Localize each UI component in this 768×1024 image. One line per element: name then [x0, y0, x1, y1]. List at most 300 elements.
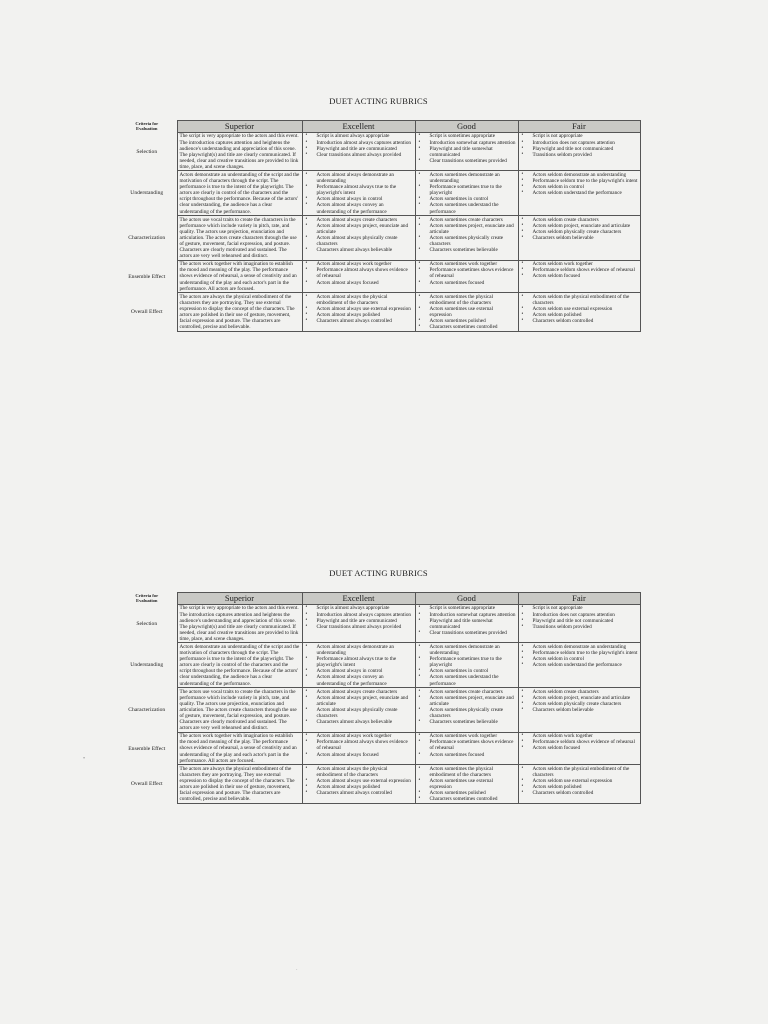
bullet-icon: •	[521, 178, 524, 184]
fair-bullet-list	[521, 766, 638, 796]
level-header-row	[117, 121, 640, 133]
excellent-bullet-list	[305, 605, 413, 629]
bullet-item	[305, 280, 413, 286]
bullet-item	[305, 656, 413, 668]
fair-bullet-list	[521, 217, 638, 241]
bullet-text: Actors seldom use external expression	[532, 305, 613, 312]
bullet-text: Characters seldom controlled	[532, 318, 594, 325]
bullet-item	[418, 766, 516, 778]
bullet-icon: •	[418, 605, 421, 611]
bullet-text: Clear transitions almost always provided	[316, 623, 402, 630]
bullet-text: Playwright and title are communicated	[316, 145, 397, 152]
bullet-text: Transitions seldom provided	[532, 623, 592, 630]
bullet-icon: •	[305, 706, 308, 712]
bullet-text: Introduction almost always captures attention	[316, 611, 412, 618]
page-speck: ·	[296, 968, 298, 973]
bullet-item	[418, 656, 516, 668]
rubric-row	[117, 765, 640, 804]
bullet-text: Script is not appropriate	[532, 133, 583, 140]
fair-cell	[518, 293, 640, 332]
bullet-item	[305, 247, 413, 253]
fair-cell	[518, 132, 640, 171]
bullet-item	[305, 267, 413, 279]
superior-description: The actors are always the physical embodiment of the characters they are portraying. They use external expression to display the concept of the characters. The actors are polished in their use of gesture, movement, facial expression and posture. The characters are controlled, precise and believable.	[177, 765, 302, 804]
bullet-text: Actors almost always work together	[316, 733, 392, 740]
bullet-text: Characters seldom believable	[532, 706, 594, 713]
good-bullet-list	[418, 217, 516, 254]
document-title: DUET ACTING RUBRICS	[329, 96, 428, 106]
bullet-text: Actors seldom in control	[532, 184, 584, 191]
bullet-text: Actors almost always in control	[316, 668, 383, 675]
level-good: Good	[415, 121, 518, 133]
bullet-icon: •	[418, 318, 421, 324]
bullet-text: Script is sometimes appropriate	[429, 605, 496, 612]
bullet-icon: •	[521, 228, 524, 234]
rubric-row	[117, 293, 640, 332]
bullet-text: Transitions seldom provided	[532, 151, 592, 158]
good-bullet-list	[418, 689, 516, 726]
criterion-label: Overall Effect	[130, 309, 163, 316]
bullet-icon: •	[418, 790, 421, 796]
bullet-icon: •	[418, 694, 421, 700]
bullet-text: Performance almost always shows evidence of rehearsal	[316, 739, 408, 752]
bullet-icon: •	[305, 151, 308, 157]
bullet-text: Actors almost always demonstrate an understanding	[316, 643, 395, 657]
bullet-icon: •	[521, 267, 524, 273]
bullet-item	[418, 739, 516, 751]
bullet-icon: •	[305, 765, 308, 771]
bullet-text: Actors almost always create characters	[316, 688, 398, 695]
bullet-icon: •	[305, 267, 308, 273]
bullet-item	[418, 223, 516, 235]
criterion-label: Understanding	[130, 662, 164, 669]
bullet-text: Actors seldom understand the performance	[532, 190, 622, 197]
bullet-item	[521, 790, 638, 796]
bullet-text: Performance almost always true to the playwright's intent	[316, 656, 397, 669]
fair-cell	[518, 604, 640, 643]
good-cell	[415, 216, 518, 261]
bullet-icon: •	[418, 324, 421, 330]
bullet-icon: •	[521, 688, 524, 694]
bullet-icon: •	[305, 777, 308, 783]
fair-bullet-list	[521, 261, 638, 279]
bullet-text: Actors seldom physically create characters	[532, 700, 622, 707]
bullet-item	[418, 294, 516, 306]
bullet-text: Clear transitions sometimes provided	[429, 157, 507, 164]
excellent-cell	[302, 132, 415, 171]
criterion-label: Ensemble Effect	[128, 273, 166, 280]
bullet-text: Actors almost always in control	[316, 196, 383, 203]
bullet-icon: •	[521, 312, 524, 318]
good-cell	[415, 604, 518, 643]
bullet-text: Actors sometimes understand the performance	[429, 674, 499, 687]
good-cell	[415, 132, 518, 171]
bullet-icon: •	[418, 796, 421, 802]
bullet-text: Script is almost always appropriate	[316, 605, 390, 612]
bullet-text: Actors almost always convey an understanding of the performance	[316, 674, 387, 687]
bullet-icon: •	[305, 202, 308, 208]
excellent-cell	[302, 216, 415, 261]
bullet-icon: •	[418, 145, 421, 151]
bullet-item	[418, 618, 516, 630]
bullet-icon: •	[521, 745, 524, 751]
bullet-item	[305, 184, 413, 196]
excellent-bullet-list	[305, 217, 413, 254]
bullet-text: Performance sometimes true to the playwright	[429, 656, 502, 669]
bullet-item	[418, 235, 516, 247]
bullet-text: Actors sometimes physically create characters	[429, 234, 504, 247]
excellent-cell	[302, 293, 415, 332]
bullet-icon: •	[305, 688, 308, 694]
bullet-text: Actors almost always convey an understanding of the performance	[316, 202, 387, 215]
bullet-icon: •	[305, 293, 308, 299]
bullet-icon: •	[418, 133, 421, 139]
superior-description: The actors are always the physical embodiment of the characters they are portraying. They use external expression to display the concept of the characters. The actors are polished in their use of gesture, movement, facial expression and posture. The characters are controlled, precise and believable.	[177, 293, 302, 332]
bullet-item	[305, 294, 413, 306]
bullet-icon: •	[418, 202, 421, 208]
bullet-icon: •	[305, 751, 308, 757]
bullet-text: Clear transitions almost always provided	[316, 151, 402, 158]
bullet-item	[305, 202, 413, 214]
bullet-text: Actors seldom the physical embodiment of the characters	[532, 293, 630, 306]
bullet-item	[418, 280, 516, 286]
fair-bullet-list	[521, 605, 638, 629]
bullet-text: Characters sometimes believable	[429, 247, 498, 254]
bullet-icon: •	[521, 662, 524, 668]
bullet-text: Introduction does not captures attention	[532, 611, 615, 618]
fair-bullet-list	[521, 644, 638, 668]
good-cell	[415, 643, 518, 688]
bullet-icon: •	[521, 765, 524, 771]
rubric-row	[117, 171, 640, 216]
bullet-icon: •	[305, 623, 308, 629]
bullet-icon: •	[418, 247, 421, 253]
bullet-item	[418, 707, 516, 719]
bullet-text: Playwright and title not communicated	[532, 145, 614, 152]
bullet-text: Characters seldom controlled	[532, 790, 594, 797]
bullet-text: Actors sometimes the physical embodiment of the characters	[429, 293, 494, 306]
excellent-bullet-list	[305, 644, 413, 687]
bullet-icon: •	[418, 611, 421, 617]
excellent-cell	[302, 765, 415, 804]
bullet-icon: •	[305, 733, 308, 739]
bullet-icon: •	[521, 656, 524, 662]
bullet-item	[305, 739, 413, 751]
bullet-icon: •	[521, 171, 524, 177]
bullet-text: Performance seldom shows evidence of rehearsal	[532, 739, 635, 746]
bullet-text: Actors sometimes demonstrate an understanding	[429, 171, 500, 185]
superior-description: Actors demonstrate an understanding of the script and the motivation of characters through the script. The performance is true to the intent of the playwright. The actors are clearly in control of the characters and the script throughout the performance. Because of the actors' clear understanding, the audience has a clear understanding of the performance.	[177, 643, 302, 688]
bullet-text: Actors sometimes polished	[429, 790, 486, 797]
bullet-text: Actors sometimes understand the performance	[429, 202, 499, 215]
bullet-icon: •	[305, 139, 308, 145]
level-excellent: Excellent	[302, 121, 415, 133]
bullet-text: Actors sometimes use external expression	[429, 777, 494, 791]
bullet-icon: •	[418, 184, 421, 190]
bullet-icon: •	[521, 694, 524, 700]
bullet-icon: •	[305, 247, 308, 253]
bullet-text: Actors seldom work together	[532, 733, 593, 740]
level-fair: Fair	[518, 121, 640, 133]
bullet-item	[521, 152, 638, 158]
bullet-item	[305, 152, 413, 158]
criteria-label	[117, 593, 177, 605]
excellent-cell	[302, 643, 415, 688]
bullet-text: Actors almost always physically create characters	[316, 234, 398, 247]
superior-description: The actors use vocal traits to create the characters in the performance which include variety in pitch, rate, and quality. The actors use projection, enunciation and articulation. The actors create characters through the use of gesture, movement, facial expression, and posture. Characters are clearly motivated and sustained. The actors are very well rehearsed and distinct.	[177, 216, 302, 261]
bullet-item	[305, 752, 413, 758]
excellent-cell	[302, 260, 415, 292]
bullet-icon: •	[521, 784, 524, 790]
rubric-table	[117, 120, 641, 332]
bullet-item	[418, 184, 516, 196]
good-bullet-list	[418, 294, 516, 331]
bullet-icon: •	[305, 145, 308, 151]
bullet-item	[418, 644, 516, 656]
bullet-item	[305, 624, 413, 630]
excellent-cell	[302, 171, 415, 216]
bullet-icon: •	[305, 216, 308, 222]
bullet-text: Actors almost always physically create characters	[316, 706, 398, 719]
bullet-icon: •	[418, 777, 421, 783]
bullet-icon: •	[418, 617, 421, 623]
bullet-item	[521, 766, 638, 778]
bullet-icon: •	[521, 706, 524, 712]
bullet-icon: •	[305, 674, 308, 680]
bullet-icon: •	[521, 234, 524, 240]
bullet-icon: •	[418, 733, 421, 739]
bullet-text: Performance sometimes shows evidence of rehearsal	[429, 267, 514, 280]
bullet-text: Actors almost always create characters	[316, 216, 398, 223]
bullet-text: Actors sometimes project, enunciate and articulate	[429, 694, 514, 707]
rubric-row	[117, 216, 640, 261]
criterion-label: Selection	[136, 148, 158, 155]
bullet-text: Actors sometimes work together	[429, 261, 498, 268]
bullet-text: Actors almost always project, enunciate and articulate	[316, 694, 409, 707]
bullet-text: Introduction almost always captures attention	[316, 139, 412, 146]
good-bullet-list	[418, 605, 516, 635]
bullet-icon: •	[521, 611, 524, 617]
bullet-item	[305, 172, 413, 184]
bullet-icon: •	[418, 234, 421, 240]
bullet-text: Introduction somewhat captures attention	[429, 611, 516, 618]
rubric-row	[117, 732, 640, 764]
bullet-icon: •	[418, 668, 421, 674]
bullet-text: Characters seldom believable	[532, 234, 594, 241]
excellent-bullet-list	[305, 689, 413, 726]
bullet-icon: •	[418, 765, 421, 771]
excellent-cell	[302, 688, 415, 733]
fair-cell	[518, 216, 640, 261]
bullet-item	[521, 294, 638, 306]
bullet-icon: •	[305, 719, 308, 725]
bullet-icon: •	[521, 318, 524, 324]
fair-bullet-list	[521, 294, 638, 324]
bullet-icon: •	[521, 261, 524, 267]
bullet-text: Actors sometimes focused	[429, 751, 485, 758]
fair-cell	[518, 260, 640, 292]
bullet-text: Actors seldom demonstrate an understanding	[532, 643, 627, 650]
bullet-icon: •	[305, 611, 308, 617]
bullet-text: Actors almost always the physical embodiment of the characters	[316, 765, 388, 778]
bullet-item	[418, 267, 516, 279]
superior-description: The actors work together with imagination to establish the mood and meaning of the play. The performance shows evidence of rehearsal, a sense of creativity and an understanding of the play and each actor's part in the performance. All actors are focused.	[177, 260, 302, 292]
bullet-text: Playwright and title somewhat communicated	[429, 617, 493, 630]
bullet-item	[305, 707, 413, 719]
rubric-row	[117, 604, 640, 643]
bullet-item	[418, 695, 516, 707]
bullet-icon: •	[418, 305, 421, 311]
excellent-cell	[302, 732, 415, 764]
bullet-icon: •	[521, 145, 524, 151]
bullet-icon: •	[418, 293, 421, 299]
bullet-icon: •	[305, 790, 308, 796]
bullet-item	[305, 235, 413, 247]
bullet-item	[521, 235, 638, 241]
bullet-icon: •	[418, 706, 421, 712]
good-cell	[415, 765, 518, 804]
criterion-label: Ensemble Effect	[128, 745, 166, 752]
bullet-icon: •	[305, 739, 308, 745]
bullet-icon: •	[521, 617, 524, 623]
level-header-row	[117, 593, 640, 605]
bullet-text: Actors sometimes demonstrate an understanding	[429, 643, 500, 657]
bullet-text: Performance sometimes true to the playwright	[429, 184, 502, 197]
bullet-icon: •	[305, 668, 308, 674]
bullet-text: Characters almost always controlled	[316, 790, 392, 797]
bullet-item	[418, 796, 516, 802]
bullet-icon: •	[418, 171, 421, 177]
bullet-text: Actors almost always polished	[316, 312, 381, 319]
bullet-text: Actors seldom the physical embodiment of the characters	[532, 765, 630, 778]
bullet-text: Actors seldom demonstrate an understanding	[532, 171, 627, 178]
criteria-label-line: Criteria for	[135, 593, 159, 598]
bullet-text: Actors sometimes create characters	[429, 216, 503, 223]
bullet-icon: •	[305, 617, 308, 623]
bullet-item	[305, 790, 413, 796]
bullet-item	[521, 662, 638, 668]
bullet-icon: •	[418, 261, 421, 267]
criteria-label	[117, 121, 177, 133]
bullet-text: Performance seldom true to the playwright's intent	[532, 650, 638, 657]
bullet-icon: •	[305, 261, 308, 267]
rubric-row	[117, 132, 640, 171]
bullet-text: Actors seldom focused	[532, 273, 581, 280]
bullet-icon: •	[305, 222, 308, 228]
bullet-icon: •	[418, 688, 421, 694]
bullet-item	[521, 707, 638, 713]
level-superior: Superior	[177, 593, 302, 605]
bullet-icon: •	[418, 279, 421, 285]
excellent-bullet-list	[305, 172, 413, 215]
bullet-item	[305, 644, 413, 656]
bullet-icon: •	[521, 650, 524, 656]
bullet-text: Script is almost always appropriate	[316, 133, 390, 140]
bullet-text: Performance seldom true to the playwright's intent	[532, 178, 638, 185]
bullet-text: Performance almost always true to the playwright's intent	[316, 184, 397, 197]
bullet-item	[521, 624, 638, 630]
fair-cell	[518, 732, 640, 764]
bullet-text: Characters sometimes controlled	[429, 324, 498, 331]
bullet-text: Actors seldom create characters	[532, 688, 599, 695]
bullet-text: Actors sometimes in control	[429, 196, 489, 203]
bullet-text: Playwright and title are communicated	[316, 617, 397, 624]
bullet-icon: •	[418, 674, 421, 680]
bullet-icon: •	[305, 279, 308, 285]
bullet-text: Characters almost always controlled	[316, 318, 392, 325]
rubric-row	[117, 688, 640, 733]
bullet-icon: •	[418, 656, 421, 662]
criteria-label-line: Criteria for	[135, 121, 159, 126]
bullet-icon: •	[305, 784, 308, 790]
bullet-text: Actors seldom work together	[532, 261, 593, 268]
fair-cell	[518, 171, 640, 216]
bullet-item	[418, 719, 516, 725]
bullet-text: Script is sometimes appropriate	[429, 133, 496, 140]
bullet-icon: •	[305, 196, 308, 202]
bullet-icon: •	[521, 184, 524, 190]
bullet-text: Actors almost always project, enunciate and articulate	[316, 222, 409, 235]
bullet-icon: •	[521, 739, 524, 745]
criterion-label: Selection	[136, 620, 158, 627]
rubric-sheet-2	[117, 568, 640, 804]
bullet-icon: •	[521, 733, 524, 739]
good-bullet-list	[418, 261, 516, 285]
bullet-item	[521, 745, 638, 751]
bullet-icon: •	[521, 305, 524, 311]
bullet-item	[418, 324, 516, 330]
bullet-item	[418, 247, 516, 253]
bullet-text: Actors almost always focused	[316, 751, 379, 758]
good-cell	[415, 732, 518, 764]
bullet-text: Clear transitions sometimes provided	[429, 629, 507, 636]
bullet-text: Actors seldom polished	[532, 312, 582, 319]
level-good: Good	[415, 593, 518, 605]
good-bullet-list	[418, 733, 516, 757]
fair-bullet-list	[521, 689, 638, 713]
excellent-bullet-list	[305, 294, 413, 324]
criteria-label-line: Evaluation	[136, 126, 158, 132]
bullet-icon: •	[521, 139, 524, 145]
bullet-text: Actors sometimes physically create characters	[429, 706, 504, 719]
bullet-item	[305, 318, 413, 324]
bullet-text: Actors almost always use external expression	[316, 305, 411, 312]
bullet-icon: •	[305, 305, 308, 311]
level-fair: Fair	[518, 593, 640, 605]
good-cell	[415, 260, 518, 292]
bullet-icon: •	[521, 293, 524, 299]
bullet-text: Actors seldom project, enunciate and articulate	[532, 694, 631, 701]
good-bullet-list	[418, 172, 516, 215]
bullet-text: Actors seldom use external expression	[532, 777, 613, 784]
bullet-text: Performance seldom shows evidence of rehearsal	[532, 267, 635, 274]
excellent-bullet-list	[305, 733, 413, 757]
bullet-item	[521, 190, 638, 196]
bullet-icon: •	[418, 196, 421, 202]
bullet-icon: •	[305, 312, 308, 318]
bullet-icon: •	[418, 222, 421, 228]
bullet-icon: •	[305, 694, 308, 700]
bullet-icon: •	[305, 318, 308, 324]
bullet-icon: •	[418, 739, 421, 745]
bullet-item	[418, 158, 516, 164]
good-cell	[415, 171, 518, 216]
bullet-icon: •	[521, 605, 524, 611]
superior-description: The script is very appropriate to the actors and this event. The introduction captures attention and heightens the audience's understanding and appreciation of this scene. The playwright(s) and title are clearly communicated. If needed, clear and creative transitions are provided to link time, place, and scene changes.	[177, 604, 302, 643]
bullet-icon: •	[305, 234, 308, 240]
criteria-label-line: Evaluation	[136, 598, 158, 604]
good-bullet-list	[418, 133, 516, 163]
